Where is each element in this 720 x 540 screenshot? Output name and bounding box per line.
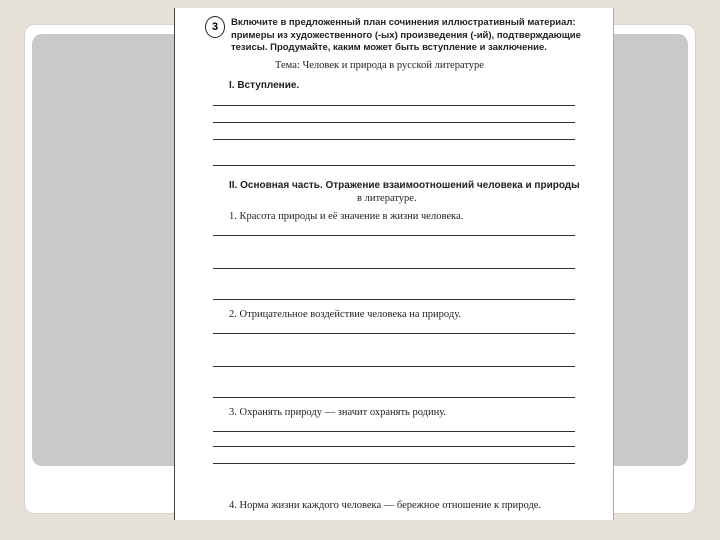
answer-line: [213, 165, 575, 166]
answer-line: [213, 122, 575, 123]
answer-line: [213, 105, 575, 106]
essay-theme: Тема: Человек и природа в русской литературе: [275, 60, 484, 71]
answer-line: [213, 446, 575, 447]
point-4: 4. Норма жизни каждого человека — бережное отношение к природе.: [229, 500, 542, 511]
answer-line: [213, 366, 575, 367]
answer-line: [213, 235, 575, 236]
point-2: 2. Отрицательное воздействие человека на природу.: [229, 309, 462, 320]
section-main-line1: II. Основная часть. Отражение взаимоотношений человека и природы: [229, 180, 580, 191]
answer-line: [213, 333, 575, 334]
answer-line: [213, 299, 575, 300]
section-main-line2: в литературе.: [357, 193, 417, 204]
task-instruction: Включите в предложенный план сочинения иллюстративный материал: примеры из художественного (-ых) произведения (-ий), подтверждающие тезисы. Продумайте, каким может быть вступление и заключение.: [231, 17, 581, 53]
section-main-part: [229, 180, 580, 191]
answer-line: [213, 431, 575, 432]
answer-line: [213, 397, 575, 398]
task-number-badge: 3: [205, 16, 225, 38]
section-introduction: I. Вступление.: [229, 80, 300, 91]
point-1: 1. Красота природы и её значение в жизни человека.: [229, 211, 464, 222]
point-3: 3. Охранять природу — значит охранять родину.: [229, 407, 447, 418]
answer-line: [213, 463, 575, 464]
answer-line: [213, 268, 575, 269]
worksheet-page: [174, 8, 614, 520]
answer-line: [213, 139, 575, 140]
